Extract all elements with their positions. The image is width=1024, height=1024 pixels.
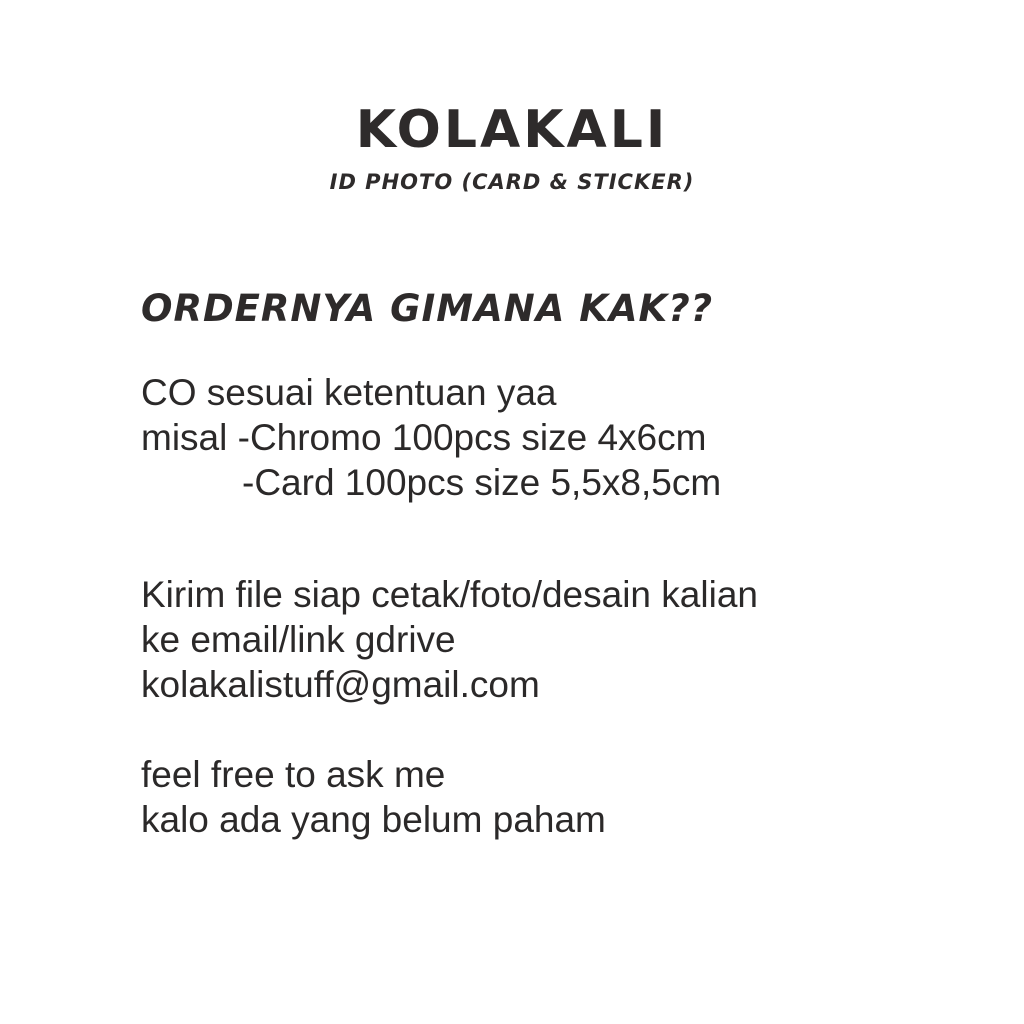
file-instructions — [141, 572, 758, 707]
order-line-3: -Card 100pcs size 5,5x8,5cm — [242, 462, 722, 503]
order-line-2: misal -Chromo 100pcs size 4x6cm — [141, 417, 707, 458]
contact-email: kolakalistuff@gmail.com — [141, 664, 540, 705]
order-instructions — [141, 370, 721, 505]
file-line-1: Kirim file siap cetak/foto/desain kalian — [141, 574, 758, 615]
brand-name: KOLAKALI — [355, 100, 669, 160]
ask-note — [141, 752, 606, 842]
brand-subtitle: ID PHOTO (CARD & STICKER) — [329, 170, 695, 194]
faq-heading: ORDERNYA GIMANA KAK?? — [141, 287, 714, 330]
file-line-2: ke email/link gdrive — [141, 619, 456, 660]
order-line-1: CO sesuai ketentuan yaa — [141, 372, 557, 413]
ask-line-1: feel free to ask me — [141, 754, 446, 795]
ask-line-2: kalo ada yang belum paham — [141, 799, 606, 840]
